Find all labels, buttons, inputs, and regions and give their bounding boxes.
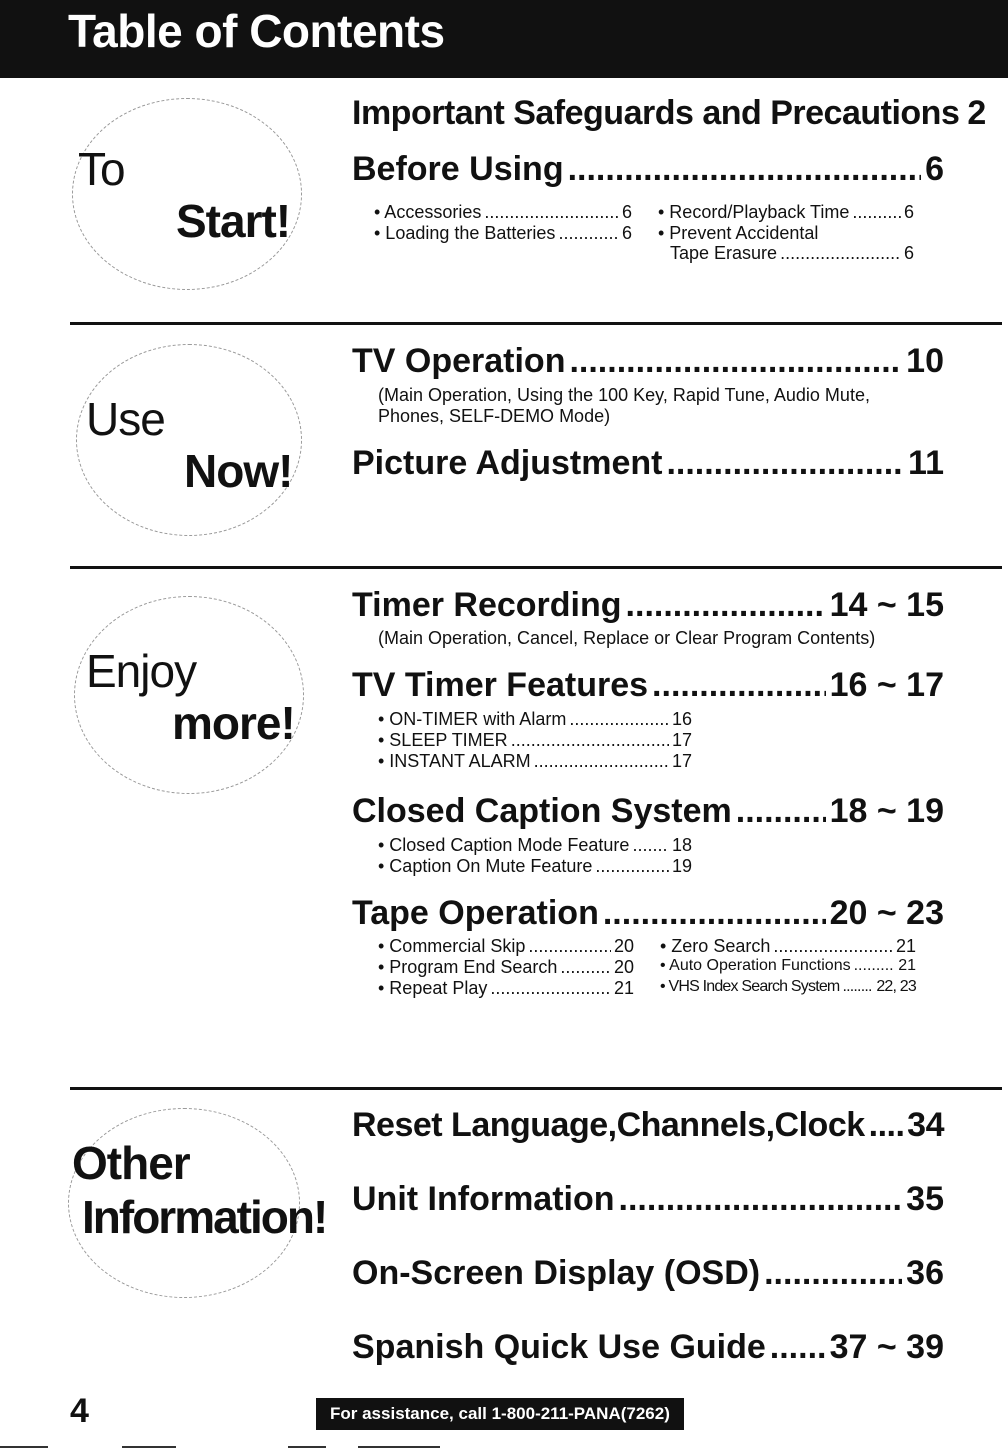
dot-leader — [603, 894, 826, 933]
section-divider — [70, 566, 1002, 569]
sub-entry-caption-mode[interactable] — [378, 835, 692, 856]
sub-entry-vhs-index-search[interactable] — [660, 978, 916, 996]
sub-page: 19 — [671, 856, 692, 876]
dot-leader — [736, 792, 826, 831]
sub-title: • INSTANT ALARM — [378, 751, 531, 771]
sub-page: 17 — [671, 730, 692, 750]
entry-page: 6 — [925, 150, 944, 188]
sub-title: • Repeat Play — [378, 978, 488, 998]
dot-leader — [770, 1328, 826, 1367]
entry-page: 34 — [907, 1106, 944, 1144]
dot-leader — [595, 856, 669, 877]
scan-edge-mark — [288, 1446, 326, 1448]
sub-entry-accessories[interactable] — [374, 202, 632, 223]
dot-leader — [773, 936, 893, 957]
dot-leader — [619, 1180, 903, 1219]
dot-leader — [558, 223, 619, 244]
sub-page: 16 — [671, 709, 692, 729]
entry-title: TV Timer Features — [352, 666, 649, 704]
sub-page: 6 — [903, 243, 914, 263]
sub-title: • Caption On Mute Feature — [378, 856, 593, 876]
entry-page: 11 — [908, 444, 944, 482]
entry-page: 18 ~ 19 — [829, 792, 944, 830]
entry-title: Closed Caption System — [352, 792, 732, 830]
toc-entry-on-screen-display[interactable] — [352, 1254, 944, 1293]
dot-leader — [484, 202, 619, 223]
side-label-enjoy: Enjoy — [86, 645, 197, 697]
side-label-more: more! — [172, 697, 295, 749]
sub-page: 21 — [895, 936, 916, 956]
sub-title: Tape Erasure — [670, 243, 778, 263]
sub-title: • Commercial Skip — [378, 936, 526, 956]
sub-entry-instant-alarm[interactable] — [378, 751, 692, 772]
page-title: Table of Contents — [68, 5, 445, 57]
entry-title: Important Safeguards and Precautions — [352, 94, 960, 132]
sub-title: • VHS Index Search System — [660, 978, 840, 995]
sub-entry-tape-erasure[interactable] — [670, 243, 914, 264]
dot-leader — [854, 957, 896, 975]
sub-entry-prevent-accidental — [658, 223, 914, 244]
entry-page: 2 — [967, 94, 986, 132]
page-number: 4 — [70, 1392, 89, 1430]
sub-title: • ON-TIMER with Alarm — [378, 709, 567, 729]
toc-entry-picture-adjustment[interactable] — [352, 444, 944, 483]
side-label-use: Use — [86, 393, 165, 445]
toc-entry-tv-operation[interactable] — [352, 342, 944, 381]
entry-title: Timer Recording — [352, 586, 622, 624]
dot-leader — [666, 444, 904, 483]
entry-page: 14 ~ 15 — [829, 586, 944, 624]
dot-leader — [626, 586, 826, 625]
section-divider — [70, 322, 1002, 325]
sub-title: • Accessories — [374, 202, 482, 222]
toc-entry-safeguards[interactable] — [352, 94, 986, 133]
sub-page: 17 — [671, 751, 692, 771]
entry-title: Tape Operation — [352, 894, 599, 932]
toc-entry-tape-operation[interactable] — [352, 894, 944, 933]
entry-title: Unit Information — [352, 1180, 615, 1218]
toc-entry-unit-information[interactable] — [352, 1180, 944, 1219]
sub-entry-auto-operation[interactable] — [660, 957, 916, 975]
scan-edge-mark — [122, 1446, 176, 1448]
dot-leader — [560, 957, 611, 978]
dot-leader — [852, 202, 901, 223]
sub-page: 18 — [671, 835, 692, 855]
dot-leader — [534, 751, 669, 772]
sub-entry-program-end-search[interactable] — [378, 957, 634, 978]
dot-leader — [632, 835, 669, 856]
dot-leader — [652, 666, 826, 705]
sub-page: 20 — [613, 936, 634, 956]
sub-page: 21 — [613, 978, 634, 998]
dot-leader — [764, 1254, 902, 1293]
sub-entry-zero-search[interactable] — [660, 936, 916, 957]
side-label-information: Information! — [82, 1191, 327, 1243]
entry-page: 35 — [906, 1180, 944, 1218]
sub-page: 6 — [621, 202, 632, 222]
toc-entry-spanish-guide[interactable] — [352, 1328, 944, 1367]
sub-page: 20 — [613, 957, 634, 977]
scan-edge-mark — [0, 1446, 48, 1448]
dot-leader — [511, 730, 669, 751]
sub-page: 22, 23 — [876, 978, 916, 995]
entry-title: TV Operation — [352, 342, 566, 380]
side-label-to: To — [78, 143, 125, 195]
toc-entry-timer-recording[interactable] — [352, 586, 944, 625]
toc-entry-reset-language[interactable] — [352, 1106, 944, 1145]
entry-title: Picture Adjustment — [352, 444, 663, 482]
entry-page: 10 — [906, 342, 944, 380]
sub-entry-on-timer[interactable] — [378, 709, 692, 730]
dot-leader — [490, 978, 611, 999]
toc-entry-before-using[interactable] — [352, 150, 944, 189]
entry-page: 20 ~ 23 — [829, 894, 944, 932]
sub-title: • Record/Playback Time — [658, 202, 850, 222]
sub-page: 6 — [621, 223, 632, 243]
page-header — [0, 0, 1008, 78]
sub-entry-commercial-skip[interactable] — [378, 936, 634, 957]
dot-leader — [869, 1106, 904, 1145]
sub-title: • Loading the Batteries — [374, 223, 556, 243]
entry-page: 16 ~ 17 — [829, 666, 944, 704]
sub-title: • Zero Search — [660, 936, 771, 956]
timer-recording-note: (Main Operation, Cancel, Replace or Clear Program Contents) — [378, 628, 876, 648]
sub-title: • Program End Search — [378, 957, 558, 977]
assistance-banner: For assistance, call 1-800-211-PANA(7262) — [316, 1398, 684, 1430]
sub-title: • SLEEP TIMER — [378, 730, 508, 750]
sub-entry-sleep-timer[interactable] — [378, 730, 692, 751]
sub-entry-caption-on-mute[interactable] — [378, 856, 692, 877]
sub-title: • Closed Caption Mode Feature — [378, 835, 630, 855]
sub-entry-record-playback[interactable] — [658, 202, 914, 223]
dot-leader — [842, 978, 873, 996]
entry-title: Reset Language,Channels,Clock — [352, 1106, 865, 1144]
sub-entry-repeat-play[interactable] — [378, 978, 634, 999]
dot-leader — [569, 342, 902, 381]
toc-entry-tv-timer-features[interactable] — [352, 666, 944, 705]
entry-page: 36 — [906, 1254, 944, 1292]
tv-operation-note: (Main Operation, Using the 100 Key, Rapid Tune, Audio Mute, Phones, SELF-DEMO Mode) — [378, 385, 870, 426]
side-label-other: Other — [72, 1137, 190, 1189]
dot-leader — [569, 709, 669, 730]
dot-leader — [780, 243, 901, 264]
dot-leader — [568, 150, 921, 189]
dot-leader — [528, 936, 611, 957]
sub-title: • Prevent Accidental — [658, 223, 819, 243]
section-divider — [70, 1087, 1002, 1090]
toc-entry-closed-caption[interactable] — [352, 792, 944, 831]
entry-title: Before Using — [352, 150, 564, 188]
entry-title: On-Screen Display (OSD) — [352, 1254, 761, 1292]
entry-page: 37 ~ 39 — [829, 1328, 944, 1366]
scan-edge-mark — [358, 1446, 440, 1448]
sub-page: 6 — [903, 202, 914, 222]
entry-title: Spanish Quick Use Guide — [352, 1328, 766, 1366]
sub-title: • Auto Operation Functions — [660, 957, 851, 974]
side-label-now: Now! — [184, 445, 293, 497]
sub-page: 21 — [898, 957, 916, 974]
side-label-start: Start! — [176, 195, 291, 247]
sub-entry-loading-batteries[interactable] — [374, 223, 632, 244]
